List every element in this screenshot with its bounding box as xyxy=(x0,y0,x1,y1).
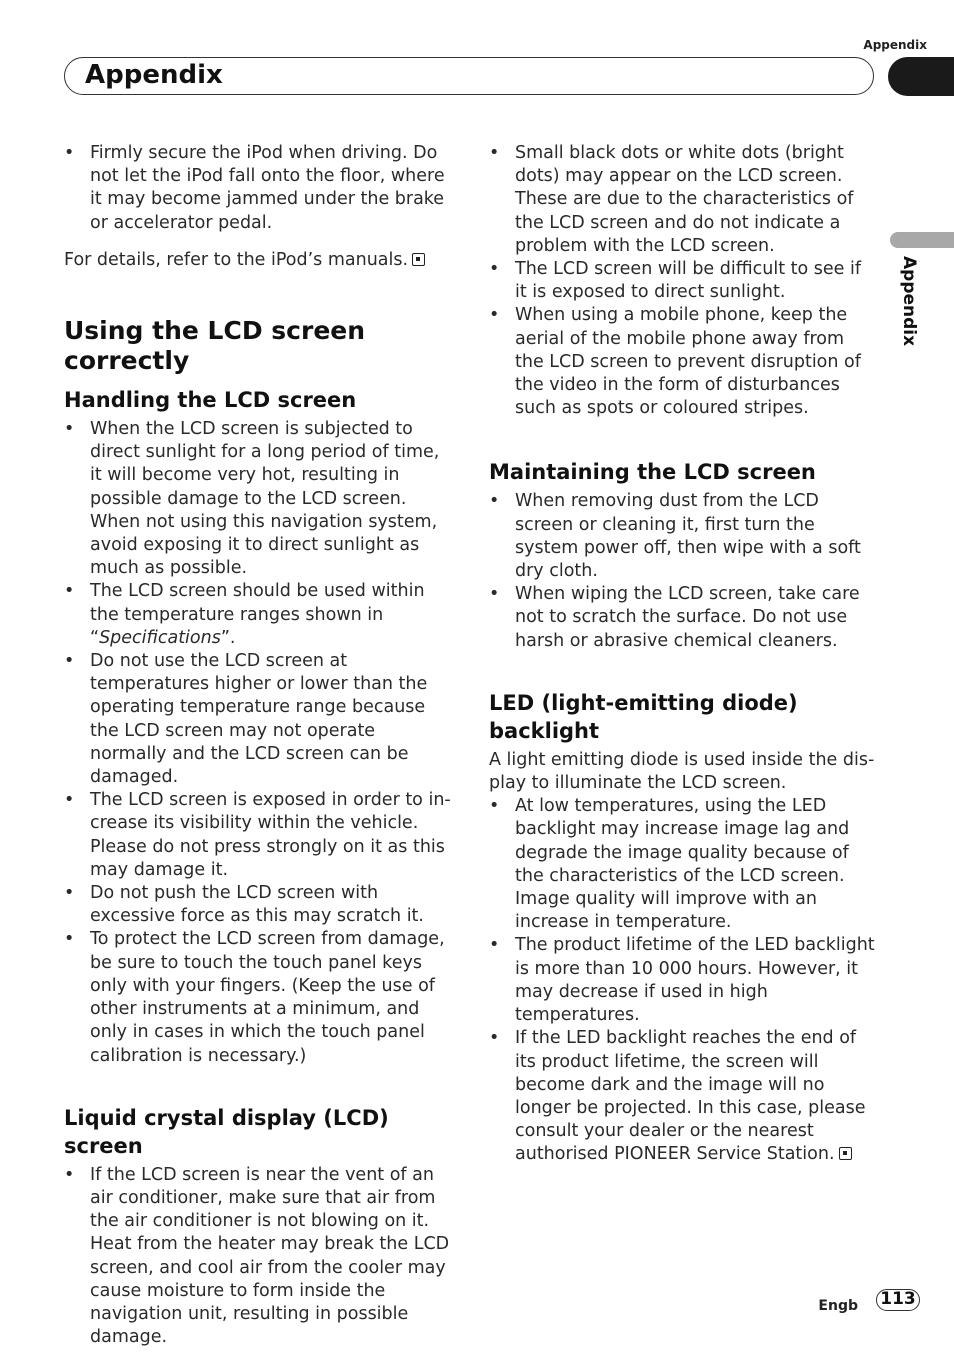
led-intro: A light emitting diode is used inside the display to illuminate the LCD screen. xyxy=(489,749,875,794)
list-item: • The LCD screen is exposed in order to increase its visibility within the vehicle. Please do not press strongly on it as this may damage it. xyxy=(64,789,452,882)
language-code: Engb xyxy=(818,1298,858,1314)
list-item: • Do not push the LCD screen with excessive force as this may scratch it. xyxy=(64,882,452,928)
right-column xyxy=(489,142,877,1167)
list-item: • When the LCD screen is subjected to direct sunlight for a long period of time, it will become very hot, resulting in possible damage to the LCD screen. When not using this navigation system, avoid exposing it to direct sunlight as much as possible. xyxy=(64,418,452,580)
maintaining-list xyxy=(489,490,877,652)
intro-list xyxy=(64,142,452,235)
left-column xyxy=(64,142,452,1349)
running-header: Appendix xyxy=(863,38,927,52)
lcd-list xyxy=(64,1164,452,1350)
list-item-text: ”. xyxy=(220,627,236,648)
side-tab-marker xyxy=(890,232,954,248)
list-item: • When removing dust from the LCD screen or cleaning it, first turn the system power off, then wipe with a soft dry cloth. xyxy=(489,490,877,583)
handling-list xyxy=(64,418,452,1068)
header-tab-block xyxy=(888,57,954,96)
led-heading: LED (light-emitting diode) backlight xyxy=(489,690,798,743)
list-item: • When wiping the LCD screen, take care not to scratch the surface. Do not use harsh or abrasive chemical cleaners. xyxy=(489,583,877,653)
section-header-title: Appendix xyxy=(85,60,223,90)
handling-heading: Handling the LCD screen xyxy=(64,388,357,413)
section-header xyxy=(64,57,874,95)
details-text: For details, refer to the iPod’s manuals. xyxy=(64,249,409,270)
list-item: • The LCD screen will be difficult to see if it is exposed to direct sunlight. xyxy=(489,258,877,304)
page-number: 113 xyxy=(876,1289,920,1311)
end-mark-icon xyxy=(839,1147,852,1160)
led-list xyxy=(489,795,877,1166)
list-item-text: The LCD screen should be used within the temperature ranges shown in “ xyxy=(90,581,425,648)
side-tab-label: Appendix xyxy=(899,256,919,347)
list-item: • To protect the LCD screen from damage, be sure to touch the touch panel keys only with your fingers. (Keep the use of other instruments at a minimum, and only in cases in which the touch panel calibration is necessary.) xyxy=(64,928,452,1067)
list-item: • If the LCD screen is near the vent of an air conditioner, make sure that air from the air conditioner is not blowing on it. Heat from the heater may break the LCD screen, and cool air from the cooler may cause moisture to form inside the navigation unit, resulting in possible damage. xyxy=(64,1164,452,1350)
list-item: • At low temperatures, using the LED backlight may increase image lag and degrade the image quality because of the characteristics of the LCD screen. Image quality will improve with an increase in temperature. xyxy=(489,795,877,934)
spec-link-text: Specifications xyxy=(99,627,221,648)
list-item: • Small black dots or white dots (bright dots) may appear on the LCD screen. These are due to the characteristics of the LCD screen and do not indicate a problem with the LCD screen. xyxy=(489,142,877,258)
list-item: • When using a mobile phone, keep the aerial of the mobile phone away from the LCD screen to prevent disruption of the video in the form of disturbances such as spots or coloured stripes. xyxy=(489,304,877,420)
lcd-heading: Liquid crystal display (LCD) screen xyxy=(64,1105,389,1158)
list-item-text: If the LED backlight reaches the end of its product lifetime, the screen will become dark and the image will no longer be projected. In this case, please consult your dealer or the nearest authorised PIONEER Service Station. xyxy=(515,1028,866,1165)
list-item: • Firmly secure the iPod when driving. Do not let the iPod fall onto the floor, where it may become jammed under the brake or accelerator pedal. xyxy=(64,142,452,235)
list-item: • The product lifetime of the LED backlight is more than 10 000 hours. However, it may decrease if used in high temperatures. xyxy=(489,934,877,1027)
end-mark-icon xyxy=(412,253,425,266)
details-line xyxy=(64,249,452,272)
list-item: • Do not use the LCD screen at temperatures higher or lower than the operating temperature range because the LCD screen may not operate normally and the LCD screen can be damaged. xyxy=(64,650,452,789)
section-title: Using the LCD screen correctly xyxy=(64,316,366,376)
maintaining-heading: Maintaining the LCD screen xyxy=(489,460,816,485)
dots-list xyxy=(489,142,877,420)
list-item xyxy=(64,580,452,650)
list-item xyxy=(489,1027,877,1166)
